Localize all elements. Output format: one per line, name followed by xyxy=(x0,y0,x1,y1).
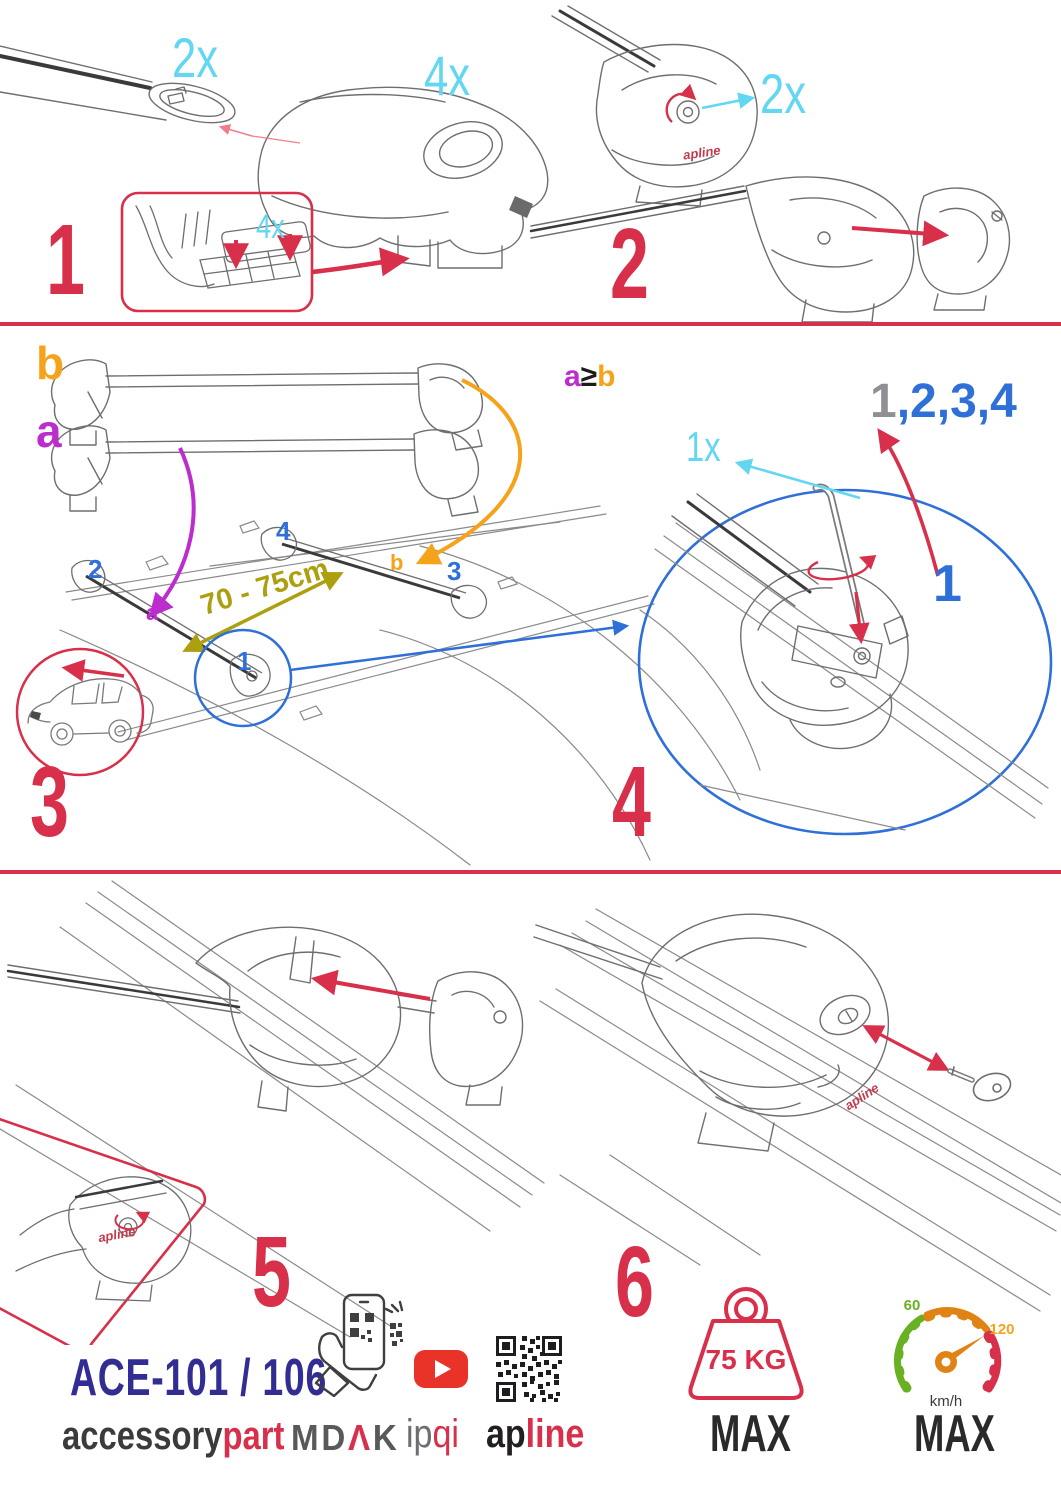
mdak-logo: MDΛK xyxy=(291,1417,400,1458)
step5-foot-art xyxy=(8,927,523,1111)
zoom-link-arrow xyxy=(290,626,626,670)
step5-number: 5 xyxy=(252,1216,291,1328)
roof-a-tag: a xyxy=(146,600,159,625)
tighten-first-label: 1 xyxy=(933,555,962,613)
bar-b-label: b xyxy=(36,337,65,389)
speed-unit-label: km/h xyxy=(929,1393,963,1410)
bar-quantity-label: 2x xyxy=(172,26,219,89)
speed-high-label: 120 xyxy=(989,1321,1015,1338)
mounted-bars-art xyxy=(72,527,487,696)
lock-inset-frame xyxy=(0,1111,205,1345)
scan-phone-icon xyxy=(308,1293,408,1397)
step5-step6-illustration xyxy=(0,875,1061,1345)
distance-label: 70 - 75cm xyxy=(196,552,333,622)
foot-quantity-label: 4x xyxy=(424,44,471,107)
divider-bottom xyxy=(0,870,1061,874)
step2-foot-art xyxy=(552,6,757,206)
divider-top xyxy=(0,322,1061,326)
key-insert-arrow xyxy=(866,1027,946,1069)
step2-endcap-art xyxy=(531,177,1009,322)
bar-a-label: a xyxy=(36,405,62,457)
car-front-arrow xyxy=(66,668,124,676)
roof-position-4: 4 xyxy=(276,516,291,546)
bar-a-position-arrow xyxy=(152,448,194,614)
detail-zoom-circle xyxy=(195,630,291,726)
roof-position-2: 2 xyxy=(88,554,103,584)
tool-quantity-label: 1x xyxy=(686,423,721,470)
apline-logo-step6: apline xyxy=(841,1079,882,1114)
weight-max-label: MAX xyxy=(710,1405,791,1463)
lock-qty-arrow xyxy=(702,98,752,108)
endcap-slide-arrow xyxy=(852,228,944,235)
product-code: ACE-101 / 106 xyxy=(70,1349,328,1407)
youtube-icon xyxy=(414,1350,468,1390)
apline-logo-step5: apline xyxy=(96,1223,137,1246)
speed-low-label: 60 xyxy=(903,1297,921,1314)
tool-qty-arrow xyxy=(738,463,860,498)
qr-code-icon xyxy=(496,1336,562,1402)
speed-max-label: MAX xyxy=(914,1405,995,1463)
car-art xyxy=(28,679,153,745)
foot-clamp-art xyxy=(258,87,547,268)
assembled-bars-art xyxy=(52,360,483,516)
bar-b-position-arrow xyxy=(420,380,520,562)
lock-quantity-label: 2x xyxy=(760,62,807,125)
apline-logo-step2: apline xyxy=(682,142,722,163)
insert-bar-arrow xyxy=(221,127,252,136)
ipqi-logo: ipqi xyxy=(406,1412,459,1456)
step4-foot-art xyxy=(672,494,908,748)
allen-key-art xyxy=(816,487,862,626)
tighten-sequence: 1,2,3,4 xyxy=(870,375,1017,428)
step1-step2-illustration xyxy=(0,0,1061,325)
step4-number: 4 xyxy=(612,746,651,858)
step1-number: 1 xyxy=(46,204,85,316)
key-art xyxy=(950,1067,1014,1105)
roof-b-tag: b xyxy=(390,550,404,575)
pad-quantity-label: 4x xyxy=(256,208,285,246)
condition-formula: a≥b xyxy=(564,360,616,393)
accessorypart-logo: accessorypart xyxy=(62,1414,285,1458)
step2-number: 2 xyxy=(610,208,649,320)
max-speed-icon xyxy=(880,1292,1020,1416)
roof-position-3: 3 xyxy=(447,556,462,586)
cover-slide-arrow xyxy=(316,979,430,999)
roof-position-1: 1 xyxy=(237,646,252,676)
weight-value: 75 KG xyxy=(705,1344,787,1375)
max-weight-icon xyxy=(668,1283,820,1408)
step6-number: 6 xyxy=(615,1226,654,1338)
pad-to-foot-arrow xyxy=(312,259,404,272)
apline-logo: apline xyxy=(486,1412,585,1456)
step3-number: 3 xyxy=(30,746,69,858)
